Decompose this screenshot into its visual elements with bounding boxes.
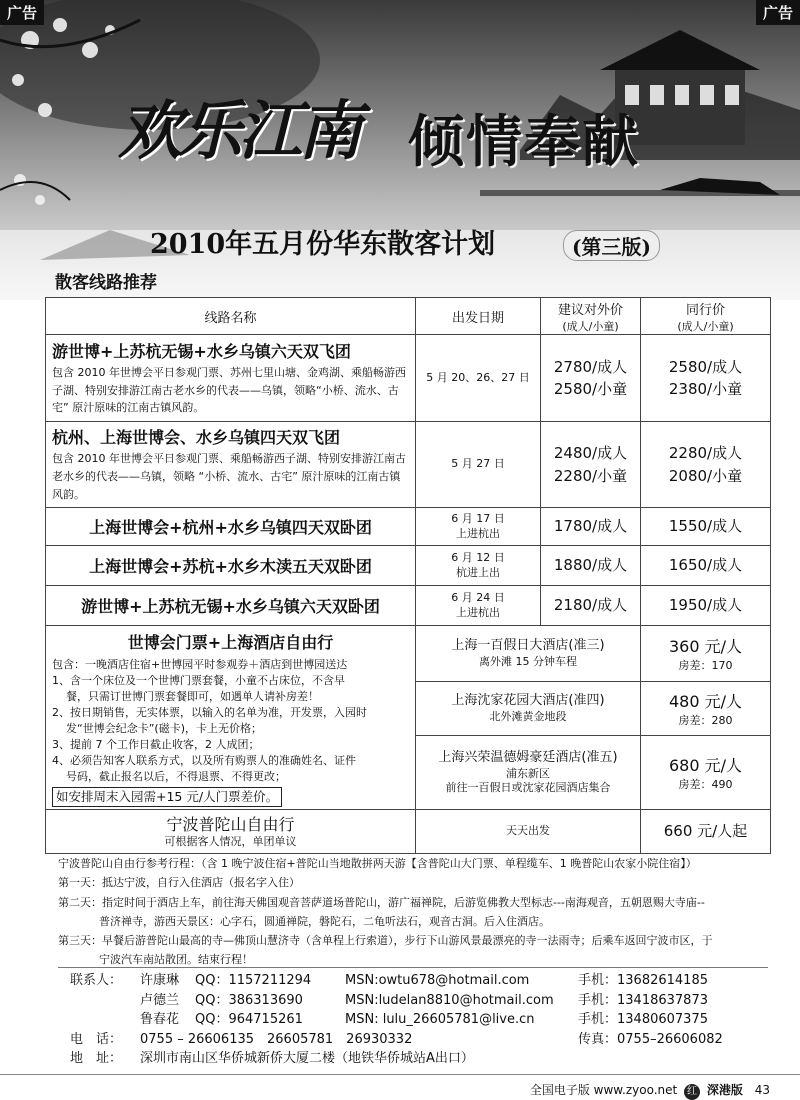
contact-mobile: 手机：13418637873 <box>578 992 708 1008</box>
route-title: 游世博+上苏杭无锡+水乡乌镇六天双飞团 <box>52 341 351 361</box>
trade-adult: 2580/成人 <box>668 357 743 376</box>
package-note: 发“世博会纪念卡”(磁卡)，卡上无价格； <box>66 721 262 735</box>
hotel-star: (准四) <box>568 693 605 709</box>
table-row <box>46 546 771 586</box>
contact-row <box>60 992 780 1012</box>
tel-label: 电 话： <box>70 1031 123 1047</box>
route-date <box>416 586 541 626</box>
date-value: 6 月 17 日 <box>451 512 505 526</box>
hotel-name <box>416 750 640 767</box>
route-title: 游世博+上苏杭无锡+水乡乌镇六天双卧团 <box>46 586 416 626</box>
retail-sub: (成人/小童) <box>562 319 619 333</box>
package-note: 4、必须告知客人联系方式，以及所有购票人的准确姓名、证件 <box>52 753 356 767</box>
route-date <box>416 508 541 546</box>
divider <box>58 967 768 968</box>
hotel-info <box>416 682 641 736</box>
contact-block <box>60 972 780 1070</box>
route-desc: 包含 2010 年世博会平日参观门票、苏州七里山塘、金鸡湖、乘船畅游西子湖、特别安排游江南古老水乡的代表——乌镇，领略“小桥、流水、古宅” 原汁原味的江南古镇风韵。 <box>52 365 406 415</box>
package-cell <box>46 626 416 810</box>
hotel-price <box>641 682 771 736</box>
hotel-price <box>641 626 771 682</box>
trade-child: 2380/小童 <box>668 380 743 398</box>
contact-name: 许康琳 <box>140 973 180 988</box>
room-diff <box>641 776 770 792</box>
hotel-location: 离外滩 15 分钟车程 <box>479 654 577 668</box>
itinerary-day1: 第一天：抵达宁波，自行入住酒店（报名字入住） <box>58 876 300 890</box>
hotel-info <box>416 626 641 682</box>
hotel-name <box>416 693 640 710</box>
hotel-name-text: 上海沈家花园大酒店 <box>451 693 569 709</box>
hotel-star: (准三) <box>568 638 605 654</box>
ningbo-sub: 可根据客人情况，单团单议 <box>164 835 297 849</box>
phone-row <box>60 1031 780 1051</box>
badge-icon: 红 <box>684 1084 700 1100</box>
room-diff <box>641 657 770 673</box>
package-note: 1、含一个床位及一个世博门票套餐，小童不占床位，不含早 <box>52 673 345 687</box>
contact-mobile: 手机：13682614185 <box>578 973 708 988</box>
tel-numbers: 0755 – 26606135 26605781 26930332 <box>140 1031 413 1047</box>
contact-qq: QQ：386313690 <box>195 992 303 1008</box>
trade-child: 2080/小童 <box>668 466 743 485</box>
room-diff-label: 房差： <box>678 714 712 728</box>
ningbo-date: 天天出发 <box>416 809 641 853</box>
contact-qq: QQ：1157211294 <box>195 973 312 988</box>
hotel-star: (准五) <box>581 749 618 765</box>
route-cell <box>46 335 416 422</box>
trade-price <box>641 422 771 508</box>
contact-row <box>60 1011 780 1031</box>
contact-row <box>60 972 780 992</box>
contact-label: 联系人： <box>70 973 123 988</box>
slogan-right: 倾情奉献 <box>408 109 640 175</box>
hotel-location: 浦东新区 <box>506 766 550 780</box>
hotel-info <box>416 736 641 809</box>
retail-price <box>541 422 641 508</box>
date-note: 杭进上出 <box>456 565 500 579</box>
ningbo-title: 宁波普陀山自由行 <box>166 815 295 835</box>
col-date: 出发日期 <box>416 298 541 335</box>
col-trade-price <box>641 298 771 335</box>
page-title: 2010年五月份华东散客计划 <box>150 229 496 260</box>
ad-label-right: 广告 <box>756 0 800 25</box>
hotel-name-text: 上海兴荣温德姆豪廷酒店 <box>438 749 582 765</box>
footer-text <box>530 1081 770 1100</box>
date-note: 上进杭出 <box>456 605 500 619</box>
contact-name: 鲁春花 <box>140 1012 180 1027</box>
route-desc: 包含 2010 年世博会平日参观门票、乘船畅游西子湖、特别安排游江南古老水乡的代表——乌镇，领略 “小桥、流水、古宅” 原汁原味的江南古镇风韵。 <box>52 452 406 501</box>
room-diff-value: 170 <box>711 659 733 673</box>
trade-label: 同行价 <box>685 302 725 318</box>
contact-msn: MSN: lulu_26605781@live.cn <box>345 1012 535 1027</box>
retail-adult: 2780/成人 <box>553 357 628 376</box>
table-header-row <box>46 298 771 335</box>
route-date <box>416 546 541 586</box>
itinerary-day3: 第三天：早餐后游普陀山最高的寺—佛顶山慧济寺（含单程上行索道），步行下山游风景最漂亮的寺一法雨寺；后乘车返回宁波市区，于 <box>58 934 713 947</box>
contact-msn: MSN:owtu678@hotmail.com <box>345 973 530 988</box>
address-label: 地 址： <box>70 1051 123 1066</box>
trade-adult: 1550/成人 <box>641 508 771 546</box>
trade-adult: 2280/成人 <box>668 444 743 462</box>
date-note: 上进杭出 <box>456 526 500 540</box>
retail-label: 建议对外价 <box>557 302 623 318</box>
col-route-name: 线路名称 <box>46 298 416 335</box>
trade-sub: (成人/小童) <box>677 319 734 333</box>
trade-price <box>641 335 771 422</box>
page-footer <box>0 1074 800 1100</box>
weekend-note: 如安排周末入园需+15 元/人门票差价。 <box>52 787 282 807</box>
package-note: 号码，截止报名以后，不得退票、不得更改； <box>66 769 286 783</box>
retail-child: 2580/小童 <box>553 380 628 398</box>
route-cell <box>46 422 416 508</box>
retail-price <box>541 335 641 422</box>
retail-adult: 2180/成人 <box>541 586 641 626</box>
hotel-meeting-point: 前往一百假日或沈家花园酒店集合 <box>445 780 611 794</box>
room-diff-value: 490 <box>711 778 733 791</box>
route-title: 上海世博会+苏杭+水乡木渎五天双卧团 <box>46 546 416 586</box>
retail-child: 2280/小童 <box>553 466 628 485</box>
contact-msn: MSN:ludelan8810@hotmail.com <box>345 992 554 1008</box>
trade-adult: 1950/成人 <box>641 586 771 626</box>
hotel-name <box>416 638 640 655</box>
package-body <box>46 655 415 809</box>
retail-adult: 1780/成人 <box>541 508 641 546</box>
col-retail-price <box>541 298 641 335</box>
route-date: 5 月 20、26、27 日 <box>416 335 541 422</box>
package-title: 世博会门票+上海酒店自由行 <box>127 633 334 652</box>
itinerary-day2: 第二天：指定时间于酒店上车，前往海天佛国观音菩萨道场普陀山，游广福禅院，后游览佛教大型标志---南海观音，五朝恩赐大寺庙-- <box>58 895 705 909</box>
package-note: 餐，只需订世博门票套餐即可，如遇单人请补房差！ <box>66 689 319 703</box>
hotel-location: 北外滩黄金地段 <box>489 710 567 724</box>
room-diff <box>641 712 770 728</box>
slogan-left: 欢乐江南 <box>118 94 358 169</box>
package-note: 3、提前 7 个工作日截止收客，2 人成团； <box>52 737 260 751</box>
package-intro: 包含：一晚酒店住宿+世博园平时参观券＋酒店到世博园送达 <box>52 658 348 671</box>
footer-site: 全国电子版 www.zyoo.net <box>529 1083 678 1097</box>
contact-mobile: 手机：13480607375 <box>578 1012 708 1027</box>
ningbo-cell <box>46 809 416 853</box>
route-date: 5 月 27 日 <box>416 422 541 508</box>
hotel-price <box>641 736 771 809</box>
footer-edition: 深港版 <box>706 1083 743 1097</box>
edition-badge: (第三版) <box>563 230 660 261</box>
route-title: 上海世博会+杭州+水乡乌镇四天双卧团 <box>46 508 416 546</box>
retail-adult: 1880/成人 <box>541 546 641 586</box>
room-diff-label: 房差： <box>678 659 712 673</box>
date-value: 6 月 12 日 <box>451 551 505 565</box>
date-value: 6 月 24 日 <box>451 591 505 605</box>
room-diff-label: 房差： <box>678 778 712 791</box>
route-title: 杭州、上海世博会、水乡乌镇四天双飞团 <box>52 428 341 448</box>
trade-adult: 1650/成人 <box>641 546 771 586</box>
itinerary-ref: 宁波普陀山自由行参考行程：（含 1 晚宁波住宿+普陀山当地散拼两天游【含普陀山大门票、单程缆车、1 晚普陀山农家小院住宿】） <box>58 857 697 870</box>
itinerary-day3-cont: 宁波汽车南站散团。结束行程！ <box>99 953 253 967</box>
ningbo-price: 660 元/人起 <box>641 809 771 853</box>
hotel-name-text: 上海一百假日大酒店 <box>451 638 569 654</box>
package-note: 2、按日期销售，无实体票，以输入的名单为准，开发票，入园时 <box>52 705 367 719</box>
address-row <box>60 1050 780 1070</box>
hotel-row <box>46 626 771 682</box>
hotel-price-value: 360 元/人 <box>668 637 743 657</box>
fax-number: 传真：0755–26606082 <box>578 1031 723 1047</box>
table-row <box>46 508 771 546</box>
contact-qq: QQ：964715261 <box>195 1012 303 1027</box>
section-heading: 散客线路推荐 <box>55 273 157 293</box>
page-number: 43 <box>754 1083 770 1097</box>
hotel-price-value: 680 元/人 <box>668 756 743 775</box>
route-table <box>45 297 771 854</box>
itinerary-day2-cont: 普济禅寺，游西天景区：心字石，圆通禅院，磐陀石，二龟听法石，观音古洞。后入住酒店。 <box>99 914 550 928</box>
itinerary <box>58 854 768 970</box>
room-diff-value: 280 <box>711 714 733 728</box>
contact-name: 卢德兰 <box>140 992 180 1008</box>
ad-label-left: 广告 <box>0 0 44 25</box>
table-row <box>46 422 771 508</box>
ningbo-row <box>46 809 771 853</box>
hotel-price-value: 480 元/人 <box>668 692 743 712</box>
table-row <box>46 335 771 422</box>
retail-adult: 2480/成人 <box>553 444 628 462</box>
table-row <box>46 586 771 626</box>
address-text: 深圳市南山区华侨城新侨大厦二楼（地铁华侨城站A出口） <box>140 1051 474 1066</box>
